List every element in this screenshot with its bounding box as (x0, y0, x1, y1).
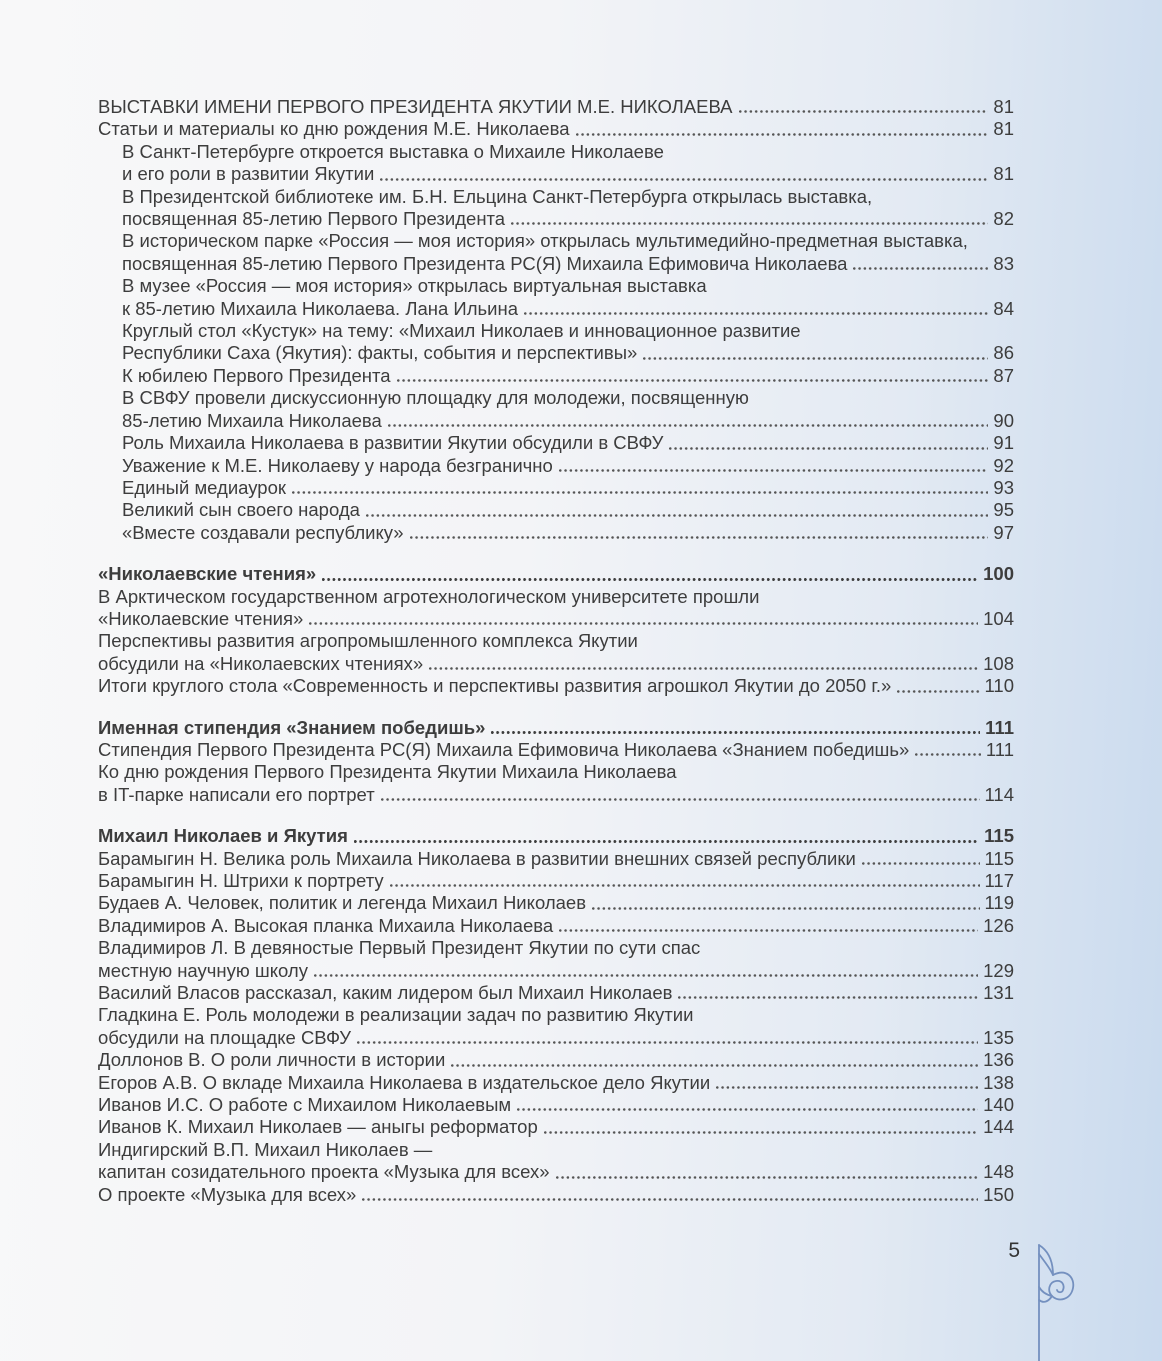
toc-entry-page: 93 (993, 476, 1014, 498)
toc-entry-text: Индигирский В.П. Михаил Николаев — (98, 1138, 433, 1160)
toc-entry-text: Владимиров Л. В девяностые Первый Президент Якутии по сути спас (98, 937, 701, 959)
toc-entry-text: в IT-парке написали его портрет (98, 783, 375, 805)
toc-entry-text: Будаев А. Человек, политик и легенда Михаил Николаев (98, 892, 587, 914)
dotted-leader (592, 906, 979, 911)
toc-entry (98, 365, 1014, 387)
toc-entry (98, 1004, 1014, 1049)
toc-entry-page: 86 (993, 342, 1014, 364)
flourish-ornament (1030, 1242, 1086, 1361)
toc-entry (98, 1184, 1014, 1206)
toc-entry-text: Ко дню рождения Первого Президента Якутии Михаила Николаева (98, 761, 677, 783)
toc-entry-page: 119 (984, 892, 1014, 914)
toc-entry-page: 110 (984, 675, 1014, 697)
toc-entry (98, 275, 1014, 320)
toc-entry-page: 87 (993, 364, 1014, 386)
dotted-leader (366, 513, 988, 518)
toc-entry (98, 717, 1014, 739)
toc-entry-page: 91 (993, 432, 1014, 454)
dotted-leader (390, 883, 980, 888)
toc-entry (98, 320, 1014, 365)
toc-entry-page: 92 (993, 454, 1014, 476)
toc-entry (98, 455, 1014, 477)
toc-entry-page: 104 (983, 607, 1014, 629)
toc-entry-text: Иванов К. Михаил Николаев — аныгы реформатор (98, 1116, 538, 1138)
toc-entry-text: Великий сын своего народа (122, 499, 360, 521)
dotted-leader (669, 446, 988, 451)
toc-entry-text: Республики Саха (Якутия): факты, события и перспективы» (122, 342, 638, 364)
toc-entry (98, 387, 1014, 432)
toc-entry (98, 1049, 1014, 1071)
dotted-leader (314, 973, 978, 978)
toc-entry-page: 84 (993, 297, 1014, 319)
toc-entry-text: Доллонов В. О роли личности в истории (98, 1049, 446, 1071)
toc-entry-text: посвященная 85-летию Первого Президента РС(Я) Михаила Ефимовича Николаева (122, 252, 848, 274)
toc-entry-page: 81 (993, 96, 1014, 117)
toc-entry (98, 499, 1014, 521)
toc-entry-page: 144 (983, 1116, 1014, 1138)
toc-entry-page: 148 (983, 1161, 1014, 1183)
toc-entry-page: 115 (984, 825, 1014, 847)
toc-entry-text: местную научную школу (98, 959, 308, 981)
toc-entry-page: 135 (983, 1026, 1014, 1048)
toc-entry (98, 675, 1014, 697)
toc-entry (98, 522, 1014, 544)
toc-entry (98, 1139, 1014, 1184)
dotted-leader (410, 535, 989, 540)
toc-entry-text: В Президентской библиотеке им. Б.Н. Ельцина Санкт-Петербурга открылась выставка, (122, 185, 873, 207)
toc-entry-text: Именная стипендия «Знанием победишь» (98, 716, 486, 738)
toc-entry-text: Гладкина Е. Роль молодежи в реализации задач по развитию Якутии (98, 1004, 694, 1026)
dotted-leader (357, 1040, 978, 1045)
dotted-leader (643, 356, 988, 361)
toc-entry-text: Владимиров А. Высокая планка Михаила Николаева (98, 914, 554, 936)
toc-entry-page: 114 (984, 783, 1014, 805)
toc-entry-text: 85-летию Михаила Николаева (122, 409, 382, 431)
toc-entry-text: К юбилею Первого Президента (122, 364, 391, 386)
dotted-leader (576, 132, 989, 137)
toc-entry (98, 186, 1014, 231)
toc-entry-text: капитан созидательного проекта «Музыка для всех» (98, 1161, 550, 1183)
dotted-leader (511, 221, 988, 226)
toc-entry-page: 140 (983, 1094, 1014, 1116)
toc-entry-text: «Вместе создавали республику» (122, 521, 404, 543)
toc-entry-text: В историческом парке «Россия — моя история» открылась мультимедийно-предметная выставка, (122, 230, 968, 252)
toc-entry-text: Стипендия Первого Президента РС(Я) Михаила Ефимовича Николаева «Знанием победишь» (98, 738, 910, 760)
toc-entry-text: В музее «Россия — моя история» открылась виртуальная выставка (122, 275, 707, 297)
toc-entry (98, 586, 1014, 631)
toc-entry (98, 630, 1014, 675)
toc-entry-text: обсудили на «Николаевских чтениях» (98, 652, 424, 674)
dotted-leader (292, 490, 988, 495)
toc-entry (98, 892, 1014, 914)
toc-entry (98, 96, 1014, 118)
toc-entry-page: 111 (985, 716, 1014, 738)
toc-entry-page: 150 (983, 1183, 1014, 1205)
toc-entry (98, 477, 1014, 499)
toc-entry (98, 825, 1014, 847)
toc-entry-text: обсудили на площадке СВФУ (98, 1026, 352, 1048)
toc-entry (98, 848, 1014, 870)
toc-entry-page: 95 (993, 499, 1014, 521)
dotted-leader (559, 928, 978, 933)
dotted-leader (397, 378, 989, 383)
toc-entry-text: Единый медиаурок (122, 476, 286, 498)
toc-entry (98, 141, 1014, 186)
dotted-leader (380, 177, 988, 182)
toc-entry-page: 82 (993, 208, 1014, 230)
dotted-leader (388, 423, 989, 428)
dotted-leader (309, 621, 978, 626)
toc-entry-text: В СВФУ провели дискуссионную площадку для молодежи, посвященную (122, 387, 749, 409)
toc-entry-text: посвященная 85-летию Первого Президента (122, 208, 506, 230)
toc-entry-text: Барамыгин Н. Велика роль Михаила Николаева в развитии внешних связей республики (98, 847, 856, 869)
toc-entry-page: 83 (993, 252, 1014, 274)
toc-entry-page: 90 (993, 409, 1014, 431)
dotted-leader (524, 311, 988, 316)
toc-entry-text: Статьи и материалы ко дню рождения М.Е. Николаева (98, 118, 570, 140)
toc-entry (98, 982, 1014, 1004)
toc-entry-text: Василий Власов рассказал, каким лидером был Михаил Николаев (98, 982, 673, 1004)
dotted-leader (678, 995, 978, 1000)
toc-entry-text: Уважение к М.Е. Николаеву у народа безгранично (122, 454, 553, 476)
toc-entry (98, 1116, 1014, 1138)
toc-entry (98, 1094, 1014, 1116)
toc-entry-text: О проекте «Музыка для всех» (98, 1183, 357, 1205)
dotted-leader (559, 468, 989, 473)
dotted-leader (862, 861, 980, 866)
toc-entry-text: Круглый стол «Кустук» на тему: «Михаил Николаев и инновационное развитие (122, 320, 801, 342)
toc-entry-text: Перспективы развития агропромышленного комплекса Якутии (98, 630, 638, 652)
dotted-leader (739, 109, 989, 114)
toc-entry-page: 81 (993, 118, 1014, 140)
toc-entry-text: Иванов И.С. О работе с Михаилом Николаевым (98, 1094, 512, 1116)
dotted-leader (897, 689, 979, 694)
toc-entry-page: 129 (983, 959, 1014, 981)
dotted-leader (451, 1063, 978, 1068)
toc-entry-text: Михаил Николаев и Якутия (98, 825, 348, 847)
toc-entry-text: и его роли в развитии Якутии (122, 163, 375, 185)
dotted-leader (556, 1175, 979, 1180)
dotted-leader (716, 1085, 978, 1090)
dotted-leader (491, 730, 980, 735)
toc-entry (98, 432, 1014, 454)
toc-entry (98, 563, 1014, 585)
toc-entry-page: 136 (983, 1049, 1014, 1071)
toc-entry-page: 126 (983, 914, 1014, 936)
toc-entry (98, 739, 1014, 761)
dotted-leader (915, 752, 981, 757)
dotted-leader (517, 1107, 978, 1112)
toc-entry-text: «Николаевские чтения» (98, 563, 317, 585)
toc-entry-text: ВЫСТАВКИ ИМЕНИ ПЕРВОГО ПРЕЗИДЕНТА ЯКУТИИ М.Е. НИКОЛАЕВА (98, 96, 733, 117)
toc-entry (98, 915, 1014, 937)
toc-entry (98, 118, 1014, 140)
toc-entry-page: 111 (985, 738, 1014, 760)
dotted-leader (853, 266, 988, 271)
dotted-leader (354, 839, 979, 844)
toc-entry-page: 97 (993, 521, 1014, 543)
toc-entry-page: 115 (984, 847, 1014, 869)
toc-entry (98, 937, 1014, 982)
toc-entry-text: Роль Михаила Николаева в развитии Якутии обсудили в СВФУ (122, 432, 664, 454)
toc-entry-text: Барамыгин Н. Штрихи к портрету (98, 870, 384, 891)
toc-entry-page: 131 (983, 982, 1014, 1004)
toc-entry-page: 108 (983, 652, 1014, 674)
toc-entry (98, 1072, 1014, 1094)
page-number: 5 (1008, 1239, 1020, 1262)
toc-entry-text: к 85-летию Михаила Николаева. Лана Ильина (122, 297, 518, 319)
toc-entry-text: Итоги круглого стола «Современность и перспективы развития агрошкол Якутии до 2050 г.» (98, 675, 892, 697)
dotted-leader (429, 666, 978, 671)
toc-entry (98, 870, 1014, 892)
toc-entry-page: 81 (993, 163, 1014, 185)
toc-entry-text: Егоров А.В. О вкладе Михаила Николаева в издательское дело Якутии (98, 1071, 711, 1093)
toc-list (98, 96, 1014, 1206)
toc-entry-text: В Арктическом государственном агротехнологическом университете прошли (98, 585, 760, 607)
toc-entry-page: 138 (983, 1071, 1014, 1093)
dotted-leader (544, 1130, 978, 1135)
toc-entry-text: В Санкт-Петербурге откроется выставка о Михаиле Николаеве (122, 140, 664, 162)
toc-entry-page: 117 (984, 870, 1014, 891)
dotted-leader (362, 1197, 978, 1202)
toc-entry-page: 100 (983, 563, 1014, 585)
dotted-leader (322, 577, 978, 582)
dotted-leader (381, 797, 980, 802)
toc-entry (98, 761, 1014, 806)
toc-entry-text: «Николаевские чтения» (98, 607, 304, 629)
toc-entry (98, 230, 1014, 275)
